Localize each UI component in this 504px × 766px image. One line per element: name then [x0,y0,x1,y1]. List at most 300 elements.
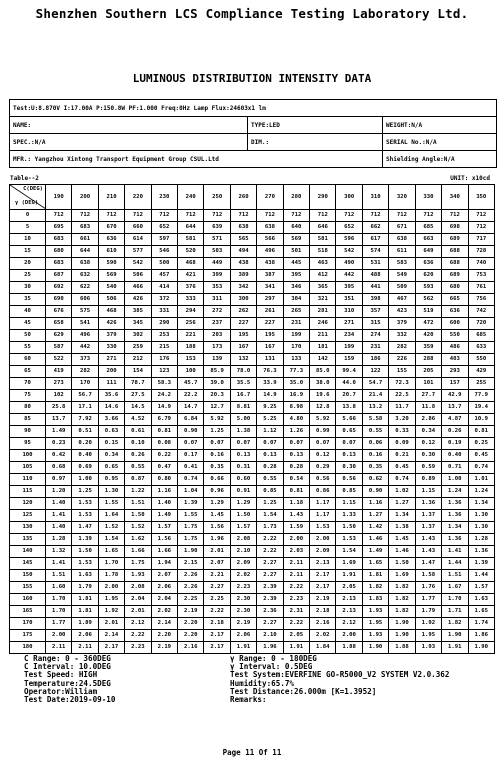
intensity-cell: 0.26 [442,426,468,438]
intensity-cell: 1.88 [336,642,362,654]
intensity-cell: 506 [125,270,151,282]
intensity-cell: 1.26 [283,426,309,438]
intensity-cell: 186 [362,354,388,366]
intensity-cell: 0.30 [415,450,441,462]
intensity-cell: 1.17 [310,498,336,510]
intensity-cell: 1.24 [442,486,468,498]
intensity-cell: 0.30 [336,462,362,474]
temperature: Temperature:24.5DEG [24,678,111,688]
intensity-cell: 1.43 [283,510,309,522]
intensity-cell: 77.3 [283,366,309,378]
intensity-cell: 16.7 [230,390,256,402]
intensity-cell: 131 [257,354,283,366]
intensity-cell: 0.47 [151,462,177,474]
intensity-cell: 689 [442,234,468,246]
intensity-cell: 1.40 [46,498,72,510]
intensity-cell: 1.92 [98,606,124,618]
intensity-cell: 1.36 [442,534,468,546]
intensity-cell: 429 [468,366,495,378]
c-angle-header: 300 [336,185,362,210]
intensity-cell: 688 [442,258,468,270]
intensity-cell: 2.36 [257,606,283,618]
remarks: Remarks: [230,694,267,704]
intensity-cell: 0.56 [310,474,336,486]
intensity-cell: 227 [230,318,256,330]
intensity-cell: 1.77 [46,618,72,630]
c-angle-header-row [10,185,495,210]
intensity-cell: 0.68 [46,462,72,474]
table-row [10,426,495,438]
intensity-cell: 2.11 [72,642,98,654]
intensity-cell: 203 [204,330,230,342]
intensity-cell: 712 [257,210,283,222]
intensity-cell: 1.74 [468,618,495,630]
intensity-cell: 438 [257,258,283,270]
intensity-cell: 617 [362,234,388,246]
intensity-cell: 565 [230,234,256,246]
intensity-cell: 1.15 [336,498,362,510]
intensity-cell: 676 [46,306,72,318]
intensity-cell: 414 [151,282,177,294]
gamma-angle-cell: 180 [10,642,46,654]
intensity-cell: 640 [283,222,309,234]
intensity-cell: 661 [72,234,98,246]
intensity-cell: 1.93 [125,570,151,582]
intensity-cell: 1.53 [72,498,98,510]
intensity-cell: 445 [283,258,309,270]
table-row [10,390,495,402]
intensity-cell: 133 [283,354,309,366]
intensity-cell: 13.8 [336,402,362,414]
intensity-cell: 12.8 [310,402,336,414]
table-row [10,234,495,246]
gamma-angle-cell: 30 [10,282,46,294]
intensity-cell: 1.34 [442,522,468,534]
intensity-cell: 2.04 [125,594,151,606]
intensity-cell: 2.17 [310,570,336,582]
intensity-cell: 0.12 [310,450,336,462]
intensity-cell: 2.06 [151,582,177,594]
gamma-angle-cell: 145 [10,558,46,570]
intensity-cell: 1.88 [389,642,415,654]
intensity-cell: 0.90 [362,486,388,498]
intensity-cell: 1.40 [151,498,177,510]
gamma-angle-cell: 135 [10,534,46,546]
intensity-cell: 200 [98,366,124,378]
table-row [10,474,495,486]
table-row [10,606,495,618]
gamma-angle-cell: 175 [10,630,46,642]
intensity-cell: 1.69 [389,570,415,582]
intensity-cell: 0.31 [230,462,256,474]
intensity-cell: 331 [151,306,177,318]
table-row [10,318,495,330]
gamma-angle-cell: 70 [10,378,46,390]
intensity-cell: 2.31 [283,606,309,618]
intensity-cell: 17.1 [72,402,98,414]
intensity-cell: 2.22 [204,606,230,618]
intensity-cell: 195 [257,330,283,342]
intensity-cell: 1.59 [283,522,309,534]
intensity-cell: 8.81 [230,402,256,414]
intensity-cell: 1.83 [362,594,388,606]
intensity-cell: 27.5 [125,390,151,402]
intensity-cell: 1.84 [310,642,336,654]
intensity-cell: 1.67 [442,582,468,594]
type-field: TYPE:LED [247,117,382,133]
intensity-cell: 20.3 [204,390,230,402]
table-row [10,306,495,318]
intensity-cell: 0.55 [125,462,151,474]
intensity-cell: 2.01 [204,546,230,558]
intensity-cell: 636 [442,306,468,318]
intensity-cell: 0.21 [389,450,415,462]
shielding-field: Shielding Angle:N/A [382,151,496,167]
intensity-cell: 272 [204,306,230,318]
intensity-cell: 2.12 [336,618,362,630]
intensity-cell: 688 [442,246,468,258]
gamma-angle-cell: 95 [10,438,46,450]
intensity-cell: 1.28 [468,534,495,546]
intensity-cell: 1.54 [98,534,124,546]
intensity-cell: 11.8 [415,402,441,414]
intensity-cell: 2.23 [125,642,151,654]
intensity-cell: 1.66 [151,546,177,558]
intensity-cell: 0.07 [204,438,230,450]
intensity-cell: 205 [415,366,441,378]
intensity-cell: 14.5 [125,402,151,414]
intensity-cell: 712 [442,210,468,222]
intensity-cell: 0.07 [178,438,204,450]
intensity-cell: 1.52 [98,522,124,534]
intensity-cell: 1.89 [72,618,98,630]
intensity-cell: 1.62 [125,534,151,546]
intensity-cell: 4.52 [125,414,151,426]
intensity-cell: 541 [72,318,98,330]
intensity-cell: 345 [125,318,151,330]
spec-field: SPEC.:N/A [13,138,46,146]
intensity-cell: 0.07 [310,438,336,450]
intensity-cell: 0.13 [257,450,283,462]
table-row [10,594,495,606]
intensity-cell: 449 [204,258,230,270]
intensity-cell: 315 [362,318,388,330]
intensity-cell: 1.47 [72,522,98,534]
dim-field: DIM.: [247,134,382,150]
gamma-angle-cell: 5 [10,222,46,234]
intensity-cell: 2.19 [310,594,336,606]
intensity-cell: 420 [415,330,441,342]
intensity-cell: 357 [362,306,388,318]
intensity-cell: 1.58 [415,570,441,582]
intensity-cell: 680 [442,282,468,294]
intensity-cell: 2.18 [310,606,336,618]
intensity-cell: 644 [72,246,98,258]
intensity-cell: 629 [46,330,72,342]
intensity-cell: 271 [336,318,362,330]
intensity-cell: 3.66 [98,414,124,426]
intensity-cell: 332 [389,330,415,342]
intensity-cell: 472 [415,318,441,330]
intensity-cell: 1.96 [257,642,283,654]
intensity-cell: 1.53 [72,558,98,570]
intensity-cell: 227 [257,318,283,330]
intensity-cell: 652 [151,222,177,234]
intensity-cell: 1.57 [468,582,495,594]
intensity-cell: 596 [336,234,362,246]
intensity-cell: 379 [98,330,124,342]
intensity-cell: 5.92 [204,414,230,426]
gamma-angle-cell: 130 [10,522,46,534]
intensity-cell: 1.91 [336,570,362,582]
intensity-cell: 0.25 [468,438,495,450]
intensity-cell: 753 [468,270,495,282]
table-row [10,630,495,642]
intensity-cell: 2.13 [336,606,362,618]
intensity-cell: 1.91 [283,642,309,654]
test-date: Test Date:2019-09-10 [24,694,116,704]
intensity-cell: 353 [204,282,230,294]
name-row [10,117,496,134]
intensity-cell: 0.55 [362,426,388,438]
intensity-cell: 365 [310,282,336,294]
gamma-angle-cell: 115 [10,486,46,498]
c-angle-header: 350 [468,185,495,210]
intensity-cell: 274 [362,330,388,342]
intensity-cell: 712 [46,210,72,222]
intensity-cell: 1.30 [468,510,495,522]
intensity-cell: 0.13 [283,450,309,462]
intensity-cell: 1.91 [230,642,256,654]
intensity-cell: 54.7 [362,378,388,390]
intensity-cell: 77.9 [468,390,495,402]
gamma-angle-cell: 55 [10,342,46,354]
table-row [10,558,495,570]
intensity-table-body [10,210,495,654]
intensity-cell: 687 [46,270,72,282]
intensity-cell: 1.50 [336,522,362,534]
intensity-cell: 2.22 [283,582,309,594]
intensity-cell: 467 [389,294,415,306]
intensity-cell: 1.41 [442,546,468,558]
table-row [10,642,495,654]
intensity-cell: 1.43 [415,534,441,546]
intensity-cell: 636 [415,258,441,270]
c-angle-header: 220 [125,185,151,210]
intensity-cell: 442 [72,342,98,354]
intensity-cell: 231 [362,342,388,354]
intensity-cell: 0.56 [336,474,362,486]
intensity-cell: 1.53 [72,510,98,522]
spec-row [10,134,496,151]
intensity-cell: 606 [72,294,98,306]
intensity-cell: 622 [72,282,98,294]
intensity-cell: 72.3 [389,378,415,390]
intensity-cell: 123 [151,366,177,378]
intensity-cell: 761 [468,282,495,294]
intensity-cell: 1.70 [46,606,72,618]
intensity-cell: 670 [98,222,124,234]
c-range: C Range: 0 - 360DEG [24,654,111,663]
intensity-cell: 302 [125,330,151,342]
intensity-cell: 155 [389,366,415,378]
intensity-cell: 692 [46,282,72,294]
intensity-cell: 685 [415,222,441,234]
gamma-angle-cell: 170 [10,618,46,630]
mfr-row [10,151,496,168]
intensity-cell: 2.16 [310,618,336,630]
intensity-cell: 5.25 [257,414,283,426]
intensity-cell: 0.99 [310,426,336,438]
intensity-cell: 246 [310,318,336,330]
intensity-cell: 0.16 [362,450,388,462]
intensity-cell: 2.25 [178,594,204,606]
intensity-cell: 0.34 [415,426,441,438]
intensity-cell: 4.80 [283,414,309,426]
intensity-cell: 0.07 [336,438,362,450]
intensity-cell: 0.34 [98,450,124,462]
intensity-cell: 698 [442,222,468,234]
test-distance: Test Distance:26.000m [K=1.3952] [230,686,377,696]
intensity-cell: 1.34 [468,498,495,510]
table-row [10,450,495,462]
gamma-angle-cell: 45 [10,318,46,330]
intensity-cell: 575 [72,306,98,318]
intensity-cell: 385 [125,306,151,318]
intensity-cell: 173 [204,342,230,354]
intensity-cell: 2.27 [257,570,283,582]
intensity-cell: 256 [178,318,204,330]
intensity-cell: 45.7 [178,378,204,390]
intensity-cell: 1.53 [336,534,362,546]
intensity-cell: 646 [310,222,336,234]
intensity-cell: 58.3 [151,378,177,390]
intensity-cell: 300 [230,294,256,306]
intensity-cell: 638 [389,234,415,246]
intensity-cell: 1.51 [46,570,72,582]
intensity-cell: 226 [389,354,415,366]
intensity-cell: 2.20 [151,630,177,642]
intensity-cell: 590 [98,258,124,270]
intensity-cell: 2.08 [230,534,256,546]
intensity-cell: 2.00 [283,534,309,546]
intensity-cell: 2.10 [230,546,256,558]
c-angle-header: 290 [310,185,336,210]
intensity-cell: 20.7 [336,390,362,402]
intensity-cell: 399 [204,270,230,282]
intensity-cell: 0.35 [204,462,230,474]
intensity-cell: 42.9 [442,390,468,402]
intensity-cell: 3.20 [389,414,415,426]
intensity-cell: 2.00 [98,582,124,594]
intensity-cell: 33.9 [257,378,283,390]
table-row [10,486,495,498]
intensity-cell: 1.36 [442,510,468,522]
intensity-cell: 5.92 [310,414,336,426]
intensity-cell: 122 [362,366,388,378]
intensity-cell: 0.09 [389,438,415,450]
intensity-cell: 1.46 [389,546,415,558]
intensity-cell: 0.96 [204,486,230,498]
intensity-cell: 632 [72,270,98,282]
intensity-cell: 237 [204,318,230,330]
intensity-cell: 2.07 [204,558,230,570]
intensity-cell: 170 [283,342,309,354]
intensity-cell: 0.60 [230,474,256,486]
intensity-cell: 231 [283,318,309,330]
intensity-cell: 2.11 [46,642,72,654]
intensity-cell: 2.17 [204,630,230,642]
intensity-cell: 1.81 [72,594,98,606]
intensity-cell: 310 [336,306,362,318]
table-row [10,522,495,534]
intensity-cell: 457 [151,270,177,282]
intensity-cell: 0.80 [151,474,177,486]
intensity-cell: 2.26 [178,582,204,594]
intensity-cell: 0.55 [257,474,283,486]
intensity-cell: 1.42 [362,522,388,534]
intensity-cell: 0.33 [389,426,415,438]
intensity-cell: 1.39 [468,558,495,570]
intensity-cell: 426 [98,318,124,330]
c-angle-header: 200 [72,185,98,210]
intensity-cell: 157 [442,378,468,390]
intensity-cell: 1.93 [362,630,388,642]
intensity-cell: 712 [362,210,388,222]
intensity-cell: 0.28 [257,462,283,474]
intensity-cell: 0.89 [415,474,441,486]
intensity-cell: 610 [98,246,124,258]
weight-field: WEIGHT:N/A [382,117,496,133]
intensity-cell: 695 [46,222,72,234]
intensity-cell: 35.5 [230,378,256,390]
intensity-cell: 2.23 [230,582,256,594]
intensity-cell: 712 [178,210,204,222]
intensity-cell: 167 [230,342,256,354]
intensity-cell: 1.27 [389,498,415,510]
intensity-cell: 0.81 [468,426,495,438]
name-field: NAME: [13,121,32,129]
intensity-cell: 0.35 [362,462,388,474]
intensity-cell: 19.4 [468,402,495,414]
intensity-cell: 1.91 [442,642,468,654]
intensity-cell: 1.90 [178,546,204,558]
intensity-cell: 1.82 [389,582,415,594]
intensity-cell: 1.79 [72,582,98,594]
intensity-cell: 234 [336,330,362,342]
intensity-cell: 0.26 [125,450,151,462]
intensity-cell: 259 [125,342,151,354]
operator: Operator:William [24,686,98,696]
intensity-cell: 330 [98,342,124,354]
intensity-cell: 199 [336,342,362,354]
intensity-cell: 1.38 [389,522,415,534]
intensity-cell: 501 [283,246,309,258]
intensity-cell: 25.8 [46,402,72,414]
intensity-cell: 398 [362,294,388,306]
intensity-cell: 1.75 [125,558,151,570]
gamma-angle-cell: 150 [10,570,46,582]
intensity-cell: 351 [336,294,362,306]
intensity-cell: 111 [98,378,124,390]
intensity-cell: 1.28 [46,534,72,546]
intensity-cell: 1.52 [125,522,151,534]
intensity-cell: 0.42 [46,450,72,462]
intensity-cell: 2.19 [178,606,204,618]
intensity-cell: 683 [46,258,72,270]
intensity-cell: 311 [204,294,230,306]
intensity-cell: 1.57 [151,522,177,534]
